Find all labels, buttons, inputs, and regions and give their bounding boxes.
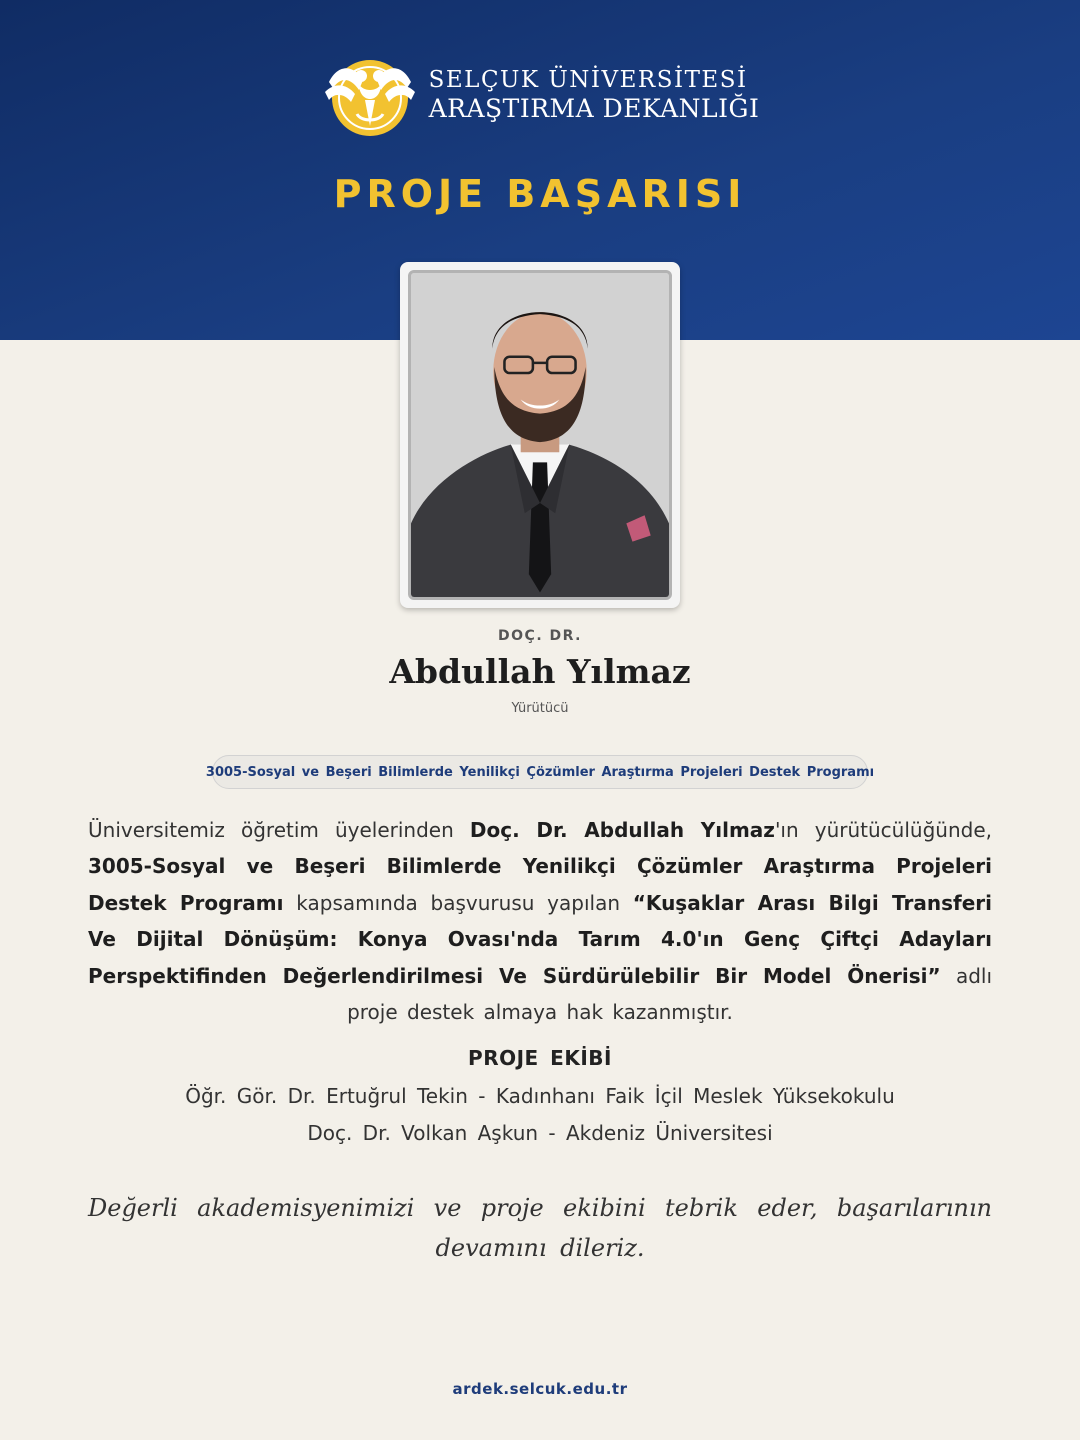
announcement-paragraph	[88, 812, 992, 1030]
person-name: Abdullah Yılmaz	[389, 652, 691, 691]
program-badge: 3005-Sosyal ve Beşeri Bilimlerde Yenilikçi Çözümler Araştırma Projeleri Destek Programı	[212, 755, 868, 789]
announcement-ending: adlı proje destek almaya hak kazanmıştır.	[347, 963, 993, 1025]
announcement-program: 3005-Sosyal ve Beşeri Bilimlerde Yenilikçi Çözümler Araştırma Projeleri Destek Programı	[88, 854, 992, 915]
portrait-photo	[408, 270, 672, 600]
team-member: Öğr. Gör. Dr. Ertuğrul Tekin - Kadınhanı Faik İçil Meslek Yüksekokulu	[185, 1084, 895, 1108]
announcement-person: Doç. Dr. Abdullah Yılmaz	[469, 818, 775, 842]
portrait-illustration	[411, 273, 669, 597]
announcement-intro: Üniversitemiz öğretim üyelerinden	[88, 818, 470, 842]
closing-message: Değerli akademisyenimizi ve proje ekibini tebrik eder, başarılarının devamını dileriz.	[88, 1194, 992, 1262]
team-heading: PROJE EKİBİ	[468, 1046, 612, 1070]
person-role: Yürütücü	[511, 701, 569, 716]
page-title: PROJE BAŞARISI	[333, 172, 747, 216]
announcement-after-person: 'ın yürütücülüğünde,	[774, 818, 992, 842]
double-headed-eagle-icon	[321, 52, 419, 138]
person-academic-title: DOÇ. DR.	[498, 628, 582, 644]
footer-website-link[interactable]: ardek.selcuk.edu.tr	[452, 1380, 628, 1398]
announcement-project-title: “Kuşaklar Arası Bilgi Transferi Ve Dijital Dönüşüm: Konya Ovası'nda Tarım 4.0'ın Genç Çiftçi Adayları Perspektifinden Değerlendirilmesi Ve Sürdürülebilir Bir Model Önerisi”	[88, 890, 992, 988]
announcement-after-program: kapsamında başvurusu yapılan	[283, 890, 633, 915]
university-name: SELÇUK ÜNİVERSİTESİ	[428, 67, 748, 93]
university-logo	[0, 52, 1080, 138]
team-member: Doç. Dr. Volkan Aşkun - Akdeniz Üniversitesi	[307, 1121, 773, 1145]
office-name: ARAŞTIRMA DEKANLIĞI	[428, 94, 760, 123]
portrait-frame	[400, 262, 680, 608]
